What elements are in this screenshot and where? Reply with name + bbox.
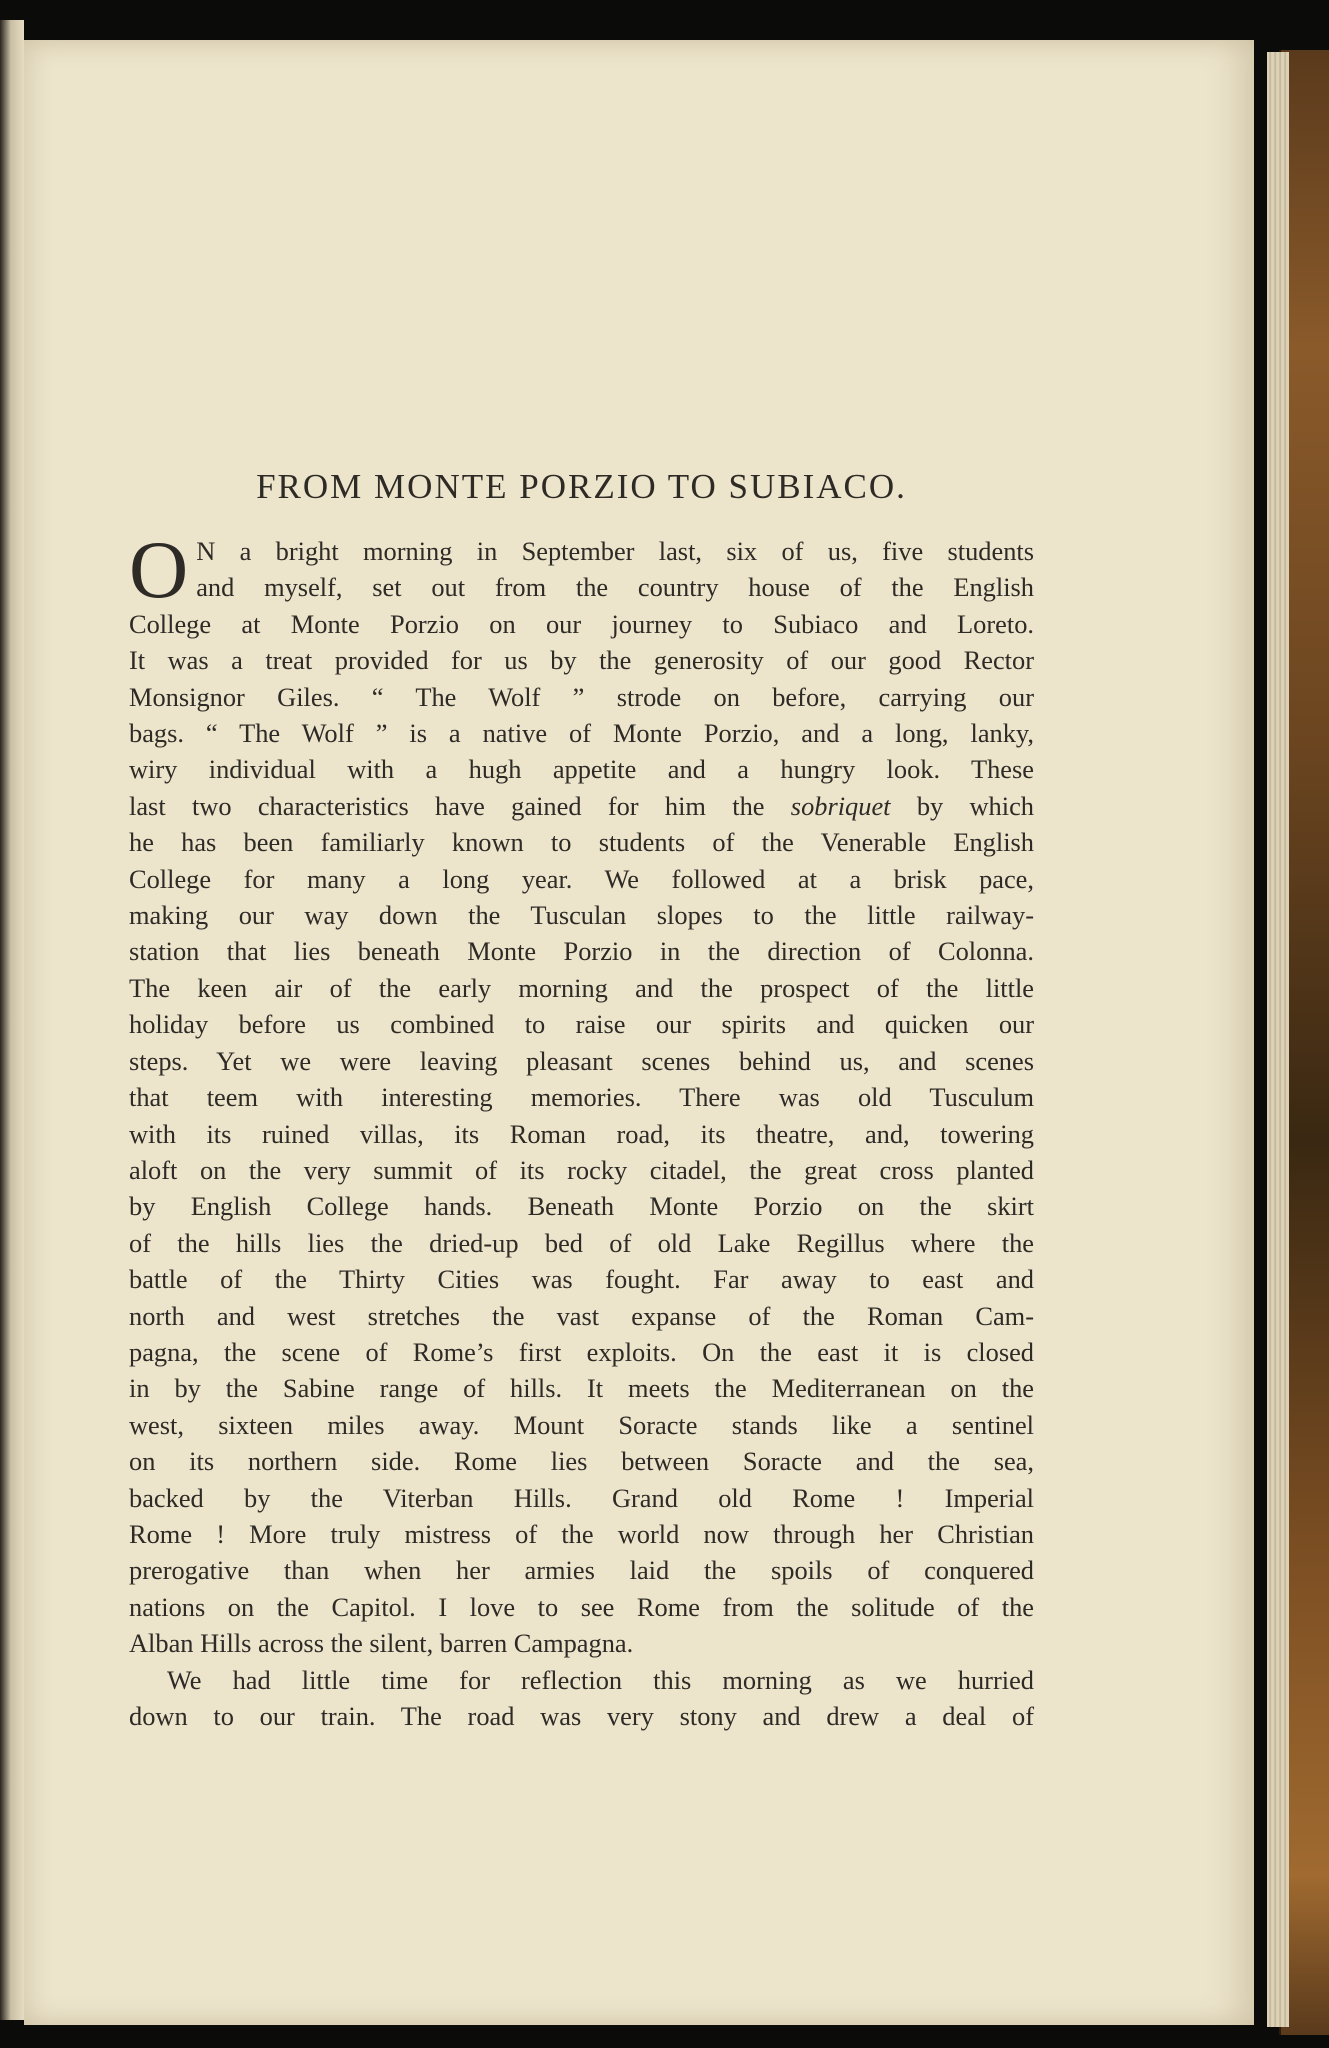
text-line: on its northern side. Rome lies between Soracte and the sea, [129, 1446, 1034, 1477]
paragraph-2 [129, 1662, 1034, 1735]
text-line: It was a treat provided for us by the generosity of our good Rector [129, 645, 1034, 676]
italic-word: sobriquet [790, 790, 891, 821]
text-line: making our way down the Tusculan slopes to the little railway- [129, 900, 1034, 931]
text-line: by English College hands. Beneath Monte Porzio on the skirt [129, 1191, 1034, 1222]
text-line: in by the Sabine range of hills. It meets the Mediterranean on the [129, 1373, 1034, 1404]
text-line: and myself, set out from the country house of the English [196, 572, 1034, 603]
text-line: with its ruined villas, its Roman road, its theatre, and, towering [129, 1118, 1034, 1149]
facing-page-edge [0, 20, 24, 2020]
text-line: We had little time for reflection this morning as we hurried [167, 1664, 1034, 1695]
paragraph-1 [129, 524, 1034, 1662]
drop-cap: O [129, 524, 189, 615]
text-line: Rome ! More truly mistress of the world now through her Christian [129, 1518, 1034, 1549]
text-line: College at Monte Porzio on our journey to Subiaco and Loreto. [129, 608, 1034, 639]
text-line: holiday before us combined to raise our spirits and quicken our [129, 1009, 1034, 1040]
text-line: he has been familiarly known to students of the Venerable English [129, 827, 1034, 858]
text-fragment: by which [916, 790, 1034, 821]
text-line: down to our train. The road was very stony and drew a deal of [129, 1701, 1034, 1731]
chapter-title: FROM MONTE PORZIO TO SUBIACO. [256, 467, 907, 506]
text-line: prerogative than when her armies laid the spoils of conquered [129, 1555, 1034, 1586]
text-line: battle of the Thirty Cities was fought. Far away to east and [129, 1264, 1034, 1295]
text-line: N a bright morning in September last, six of us, five students [196, 536, 1034, 566]
text-line: backed by the Viterban Hills. Grand old Rome ! Imperial [129, 1482, 1034, 1513]
text-line: wiry individual with a hugh appetite and a hungry look. These [129, 754, 1034, 785]
text-line: nations on the Capitol. I love to see Rome from the solitude of the [129, 1591, 1034, 1622]
text-line: pagna, the scene of Rome’s first exploits. On the east it is closed [129, 1336, 1034, 1367]
text-line: north and west stretches the vast expanse of the Roman Cam- [129, 1300, 1034, 1331]
text-line: that teem with interesting memories. There was old Tusculum [129, 1082, 1034, 1113]
text-fragment: last two characteristics have gained for him the [129, 790, 765, 821]
text-line: College for many a long year. We followed at a brisk pace, [129, 863, 1034, 894]
text-line: Monsignor Giles. “ The Wolf ” strode on before, carrying our [129, 681, 1034, 712]
text-line-with-italic [129, 788, 1034, 824]
text-line: The keen air of the early morning and the prospect of the little [129, 972, 1034, 1003]
text-line: station that lies beneath Monte Porzio in the direction of Colonna. [129, 936, 1034, 967]
text-line: west, sixteen miles away. Mount Soracte stands like a sentinel [129, 1409, 1034, 1440]
text-line: aloft on the very summit of its rocky citadel, the great cross planted [129, 1154, 1034, 1185]
text-line: Alban Hills across the silent, barren Campagna. [129, 1628, 634, 1659]
text-line: steps. Yet we were leaving pleasant scenes behind us, and scenes [129, 1045, 1034, 1076]
text-line: of the hills lies the dried-up bed of old Lake Regillus where the [129, 1227, 1034, 1258]
page-content [129, 465, 1034, 1734]
page-stack-edge [1267, 52, 1289, 2027]
text-line: bags. “ The Wolf ” is a native of Monte Porzio, and a long, lanky, [129, 718, 1034, 749]
